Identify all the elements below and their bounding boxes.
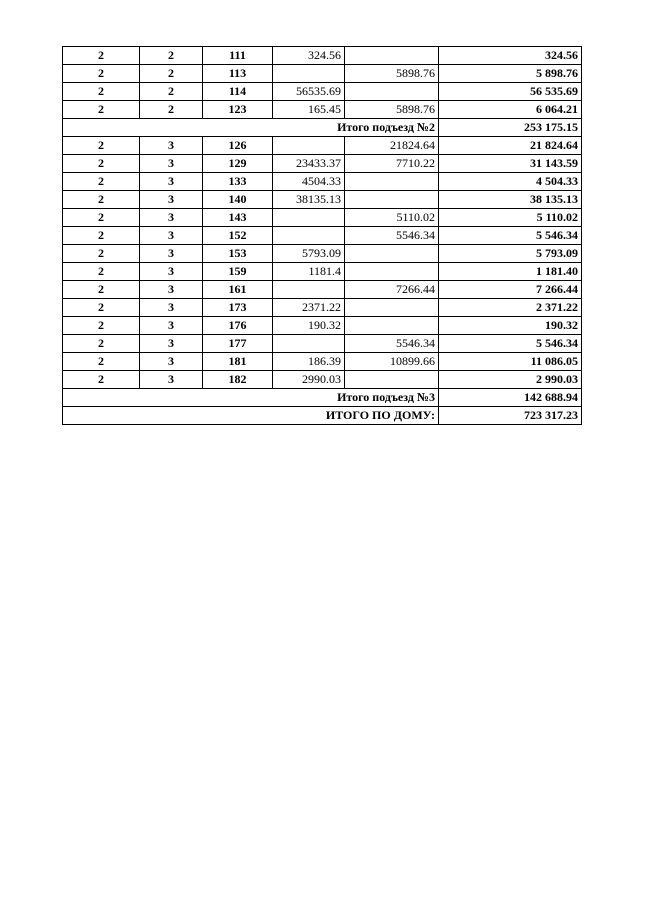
cell-apartment: 181 [203,353,273,371]
cell-amount-1 [273,281,345,299]
cell-amount-1: 38135.13 [273,191,345,209]
cell-amount-2 [345,47,439,65]
cell-row-total: 5 546.34 [439,227,582,245]
table-row [63,83,582,101]
table-row [63,173,582,191]
cell-house: 2 [63,65,140,83]
table-row [63,65,582,83]
cell-apartment: 161 [203,281,273,299]
cell-house: 2 [63,227,140,245]
cell-amount-2: 5546.34 [345,227,439,245]
table-row [63,245,582,263]
cell-entrance: 3 [140,155,203,173]
subtotal-row [63,389,582,407]
cell-row-total: 11 086.05 [439,353,582,371]
cell-apartment: 126 [203,137,273,155]
cell-amount-2: 5898.76 [345,101,439,119]
cell-amount-1 [273,335,345,353]
cell-entrance: 3 [140,209,203,227]
cell-amount-2: 5110.02 [345,209,439,227]
cell-amount-1: 2990.03 [273,371,345,389]
cell-house: 2 [63,47,140,65]
table-row [63,155,582,173]
subtotal-value: 253 175.15 [439,119,582,137]
table-row [63,353,582,371]
cell-amount-2 [345,317,439,335]
table-row [63,371,582,389]
subtotal-value: 723 317.23 [439,407,582,425]
table-row [63,47,582,65]
cell-amount-1: 324.56 [273,47,345,65]
cell-amount-2 [345,83,439,101]
cell-amount-1 [273,209,345,227]
cell-entrance: 3 [140,371,203,389]
cell-amount-1: 165.45 [273,101,345,119]
ledger-table [62,46,582,425]
subtotal-row [63,407,582,425]
cell-row-total: 31 143.59 [439,155,582,173]
cell-amount-2 [345,173,439,191]
cell-entrance: 3 [140,227,203,245]
subtotal-value: 142 688.94 [439,389,582,407]
cell-entrance: 2 [140,101,203,119]
cell-apartment: 111 [203,47,273,65]
cell-house: 2 [63,299,140,317]
cell-house: 2 [63,191,140,209]
cell-house: 2 [63,155,140,173]
cell-entrance: 3 [140,281,203,299]
table-row [63,227,582,245]
cell-entrance: 3 [140,353,203,371]
cell-entrance: 3 [140,299,203,317]
cell-entrance: 2 [140,83,203,101]
cell-row-total: 1 181.40 [439,263,582,281]
cell-amount-2: 21824.64 [345,137,439,155]
cell-apartment: 153 [203,245,273,263]
cell-amount-2: 5898.76 [345,65,439,83]
cell-apartment: 113 [203,65,273,83]
cell-house: 2 [63,101,140,119]
cell-apartment: 173 [203,299,273,317]
cell-house: 2 [63,83,140,101]
cell-row-total: 190.32 [439,317,582,335]
cell-house: 2 [63,353,140,371]
cell-apartment: 123 [203,101,273,119]
table-row [63,281,582,299]
cell-entrance: 3 [140,137,203,155]
cell-row-total: 21 824.64 [439,137,582,155]
table-row [63,263,582,281]
cell-amount-1: 2371.22 [273,299,345,317]
cell-house: 2 [63,335,140,353]
cell-amount-1: 56535.69 [273,83,345,101]
table-row [63,317,582,335]
cell-amount-2: 10899.66 [345,353,439,371]
table-row [63,209,582,227]
cell-amount-2 [345,263,439,281]
ledger-body [63,47,582,425]
cell-row-total: 5 793.09 [439,245,582,263]
subtotal-label: Итого подъезд №2 [63,119,439,137]
table-row [63,191,582,209]
cell-amount-2 [345,371,439,389]
cell-apartment: 114 [203,83,273,101]
cell-apartment: 182 [203,371,273,389]
cell-entrance: 3 [140,263,203,281]
cell-amount-1: 23433.37 [273,155,345,173]
cell-row-total: 7 266.44 [439,281,582,299]
subtotal-row [63,119,582,137]
cell-entrance: 2 [140,47,203,65]
cell-amount-1: 4504.33 [273,173,345,191]
cell-amount-1 [273,227,345,245]
table-row [63,299,582,317]
cell-row-total: 324.56 [439,47,582,65]
cell-amount-1 [273,137,345,155]
table-row [63,101,582,119]
cell-apartment: 177 [203,335,273,353]
table-row [63,335,582,353]
cell-row-total: 6 064.21 [439,101,582,119]
cell-row-total: 2 371.22 [439,299,582,317]
cell-amount-2: 7710.22 [345,155,439,173]
cell-apartment: 176 [203,317,273,335]
cell-house: 2 [63,317,140,335]
cell-house: 2 [63,137,140,155]
cell-amount-2: 7266.44 [345,281,439,299]
cell-row-total: 56 535.69 [439,83,582,101]
cell-amount-2 [345,191,439,209]
cell-house: 2 [63,281,140,299]
cell-house: 2 [63,209,140,227]
cell-amount-2 [345,299,439,317]
cell-amount-2: 5546.34 [345,335,439,353]
cell-entrance: 3 [140,191,203,209]
cell-entrance: 3 [140,245,203,263]
cell-amount-2 [345,245,439,263]
cell-row-total: 2 990.03 [439,371,582,389]
cell-entrance: 3 [140,317,203,335]
cell-apartment: 133 [203,173,273,191]
cell-entrance: 2 [140,65,203,83]
cell-amount-1: 190.32 [273,317,345,335]
cell-apartment: 159 [203,263,273,281]
cell-row-total: 5 110.02 [439,209,582,227]
cell-apartment: 129 [203,155,273,173]
subtotal-label: Итого подъезд №3 [63,389,439,407]
cell-amount-1: 186.39 [273,353,345,371]
table-row [63,137,582,155]
cell-apartment: 152 [203,227,273,245]
cell-row-total: 5 898.76 [439,65,582,83]
cell-amount-1 [273,65,345,83]
cell-amount-1: 1181.4 [273,263,345,281]
cell-house: 2 [63,245,140,263]
cell-house: 2 [63,263,140,281]
cell-entrance: 3 [140,335,203,353]
cell-entrance: 3 [140,173,203,191]
cell-house: 2 [63,371,140,389]
cell-row-total: 38 135.13 [439,191,582,209]
cell-apartment: 143 [203,209,273,227]
cell-apartment: 140 [203,191,273,209]
cell-amount-1: 5793.09 [273,245,345,263]
subtotal-label: ИТОГО ПО ДОМУ: [63,407,439,425]
cell-row-total: 4 504.33 [439,173,582,191]
cell-row-total: 5 546.34 [439,335,582,353]
cell-house: 2 [63,173,140,191]
